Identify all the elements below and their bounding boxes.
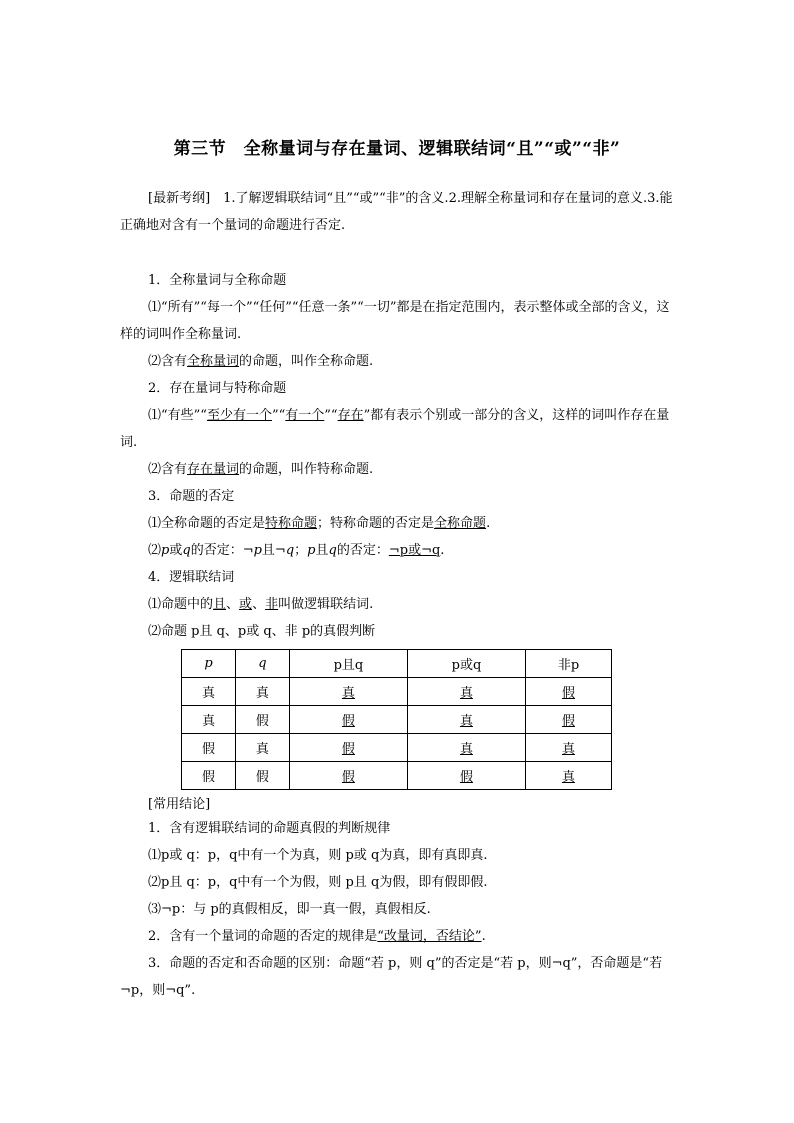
text-fragment: 的否定：¬ — [190, 543, 254, 558]
table-cell: 真 — [182, 678, 236, 706]
syllabus-label: [最新考纲] — [148, 191, 211, 206]
table-cell: 真 — [235, 678, 289, 706]
conclusion-3: 3．命题的否定和否命题的区别：命题“若 p，则 q”的否定是“若 p，则¬q”，否命题是“若¬p，则¬q”. — [120, 956, 663, 998]
conclusions-label: [常用结论] — [148, 797, 211, 812]
s4-paragraph-1 — [120, 591, 676, 618]
underlined-term: ¬p或¬q — [388, 543, 441, 558]
text-fragment: ⑴命题中的 — [148, 597, 214, 612]
text-fragment: 的命题，叫作全称命题. — [239, 354, 374, 369]
text-fragment: . — [440, 543, 445, 558]
text-fragment: ⑵含有 — [148, 354, 188, 369]
table-cell: 假 — [182, 762, 236, 790]
s2-heading: 2．存在量词与特称命题 — [148, 381, 287, 396]
table-cell: 真 — [407, 678, 525, 706]
conclusion-1-3: ⑶¬p：与 p的真假相反，即一真一假，真假相反. — [148, 902, 431, 917]
text-fragment: ”“ — [324, 408, 338, 423]
table-header-cell: p或q — [407, 650, 525, 678]
syllabus-paragraph — [120, 185, 676, 239]
s4-heading: 4．逻辑联结词 — [148, 570, 235, 585]
table-cell: 假 — [235, 706, 289, 734]
underlined-term: 且 — [213, 597, 227, 612]
table-cell: 假 — [525, 678, 611, 706]
s2-paragraph-1 — [120, 402, 676, 456]
text-fragment: 叫做逻辑联结词. — [278, 597, 374, 612]
section-title: 第三节 全称量词与存在量词、逻辑联结词“且”“或”“非” — [173, 139, 621, 159]
text-fragment: ⑴“有些”“ — [148, 408, 207, 423]
text-fragment: ⑴全称命题的否定是 — [148, 516, 266, 531]
text-fragment: ； — [294, 543, 308, 558]
text-fragment: 2．含有一个量词的命题的否定的规律是 — [148, 929, 378, 944]
text-fragment: ；特称命题的否定是 — [317, 516, 435, 531]
underlined-term: 或 — [239, 597, 253, 612]
underlined-term: “改量词，否结论” — [377, 929, 482, 944]
table-cell: 真 — [525, 734, 611, 762]
text-fragment: 、 — [252, 597, 266, 612]
table-cell: 假 — [289, 706, 407, 734]
math-variable: q — [182, 543, 191, 558]
s1-heading: 1．全称量词与全称命题 — [148, 273, 287, 288]
text-fragment: 、 — [226, 597, 240, 612]
table-cell: 真 — [182, 706, 236, 734]
s2-paragraph-2 — [120, 456, 676, 483]
table-row — [182, 762, 612, 790]
table-row — [182, 706, 612, 734]
table-row — [182, 734, 612, 762]
conclusion-2 — [120, 923, 676, 950]
table-cell: 真 — [525, 762, 611, 790]
table-header-cell: q — [235, 650, 289, 678]
s1-paragraph-1: ⑴“所有”“每一个”“任何”“任意一条”“一切”都是在指定范围内，表示整体或全部的含义，这样的词叫作全称量词. — [120, 300, 670, 342]
math-variable: p — [307, 543, 316, 558]
table-cell: 真 — [407, 734, 525, 762]
table-cell: 假 — [525, 706, 611, 734]
conclusion-1: 1．含有逻辑联结词的命题真假的判断规律 — [148, 821, 391, 836]
table-cell: 假 — [235, 762, 289, 790]
text-fragment: . — [486, 516, 491, 531]
underlined-term: 存在量词 — [187, 462, 240, 477]
truth-table — [181, 649, 612, 790]
s4-paragraph-2: ⑵命题 p且 q、p或 q、非 p的真假判断 — [148, 624, 376, 639]
math-variable: p — [161, 543, 170, 558]
text-fragment: ”“ — [271, 408, 286, 423]
table-header-cell: 非p — [525, 650, 611, 678]
text-fragment: 或 — [169, 543, 183, 558]
table-row — [182, 678, 612, 706]
table-cell: 假 — [289, 734, 407, 762]
underlined-term: 至少有一个 — [206, 408, 272, 423]
s3-heading: 3．命题的否定 — [148, 489, 235, 504]
text-fragment: 且 — [315, 543, 329, 558]
table-header-cell: p且q — [289, 650, 407, 678]
math-variable: q — [285, 543, 295, 558]
syllabus-text: 1.了解逻辑联结词“且”“或”“非”的含义.2.理解全称量词和存在量词的意义.3.能正确地对含有一个量词的命题进行否定. — [120, 191, 673, 233]
conclusion-1-1: ⑴p或 q：p，q中有一个为真，则 p或 q为真，即有真即真. — [148, 848, 488, 863]
text-fragment: 的命题，叫作特称命题. — [239, 462, 374, 477]
s3-paragraph-1 — [120, 510, 676, 537]
table-cell: 真 — [407, 706, 525, 734]
text-fragment: ”都有表示个别或一部分的含义，这样的词叫作存在量词. — [120, 408, 670, 450]
text-fragment: 的否定： — [336, 543, 389, 558]
text-fragment: . — [481, 929, 486, 944]
underlined-term: 全称命题 — [434, 516, 487, 531]
s1-paragraph-2 — [120, 348, 676, 375]
table-cell: 真 — [289, 678, 407, 706]
text-fragment: ⑵含有 — [148, 462, 188, 477]
text-fragment: 且¬ — [261, 543, 286, 558]
table-header-cell: p — [182, 650, 236, 678]
table-cell: 假 — [407, 762, 525, 790]
math-variable: q — [328, 543, 337, 558]
math-variable: p — [253, 543, 262, 558]
underlined-term: 全称量词 — [187, 354, 240, 369]
underlined-term: 有一个 — [285, 408, 325, 423]
table-cell: 假 — [289, 762, 407, 790]
text-fragment: ⑵ — [148, 543, 162, 558]
underlined-term: 非 — [265, 597, 279, 612]
table-cell: 真 — [235, 734, 289, 762]
s3-paragraph-2 — [120, 537, 676, 564]
conclusion-1-2: ⑵p且 q：p，q中有一个为假，则 p且 q为假，即有假即假. — [148, 875, 488, 890]
underlined-term: 特称命题 — [265, 516, 318, 531]
table-header-row — [182, 650, 612, 678]
underlined-term: 存在 — [337, 408, 364, 423]
table-cell: 假 — [182, 734, 236, 762]
